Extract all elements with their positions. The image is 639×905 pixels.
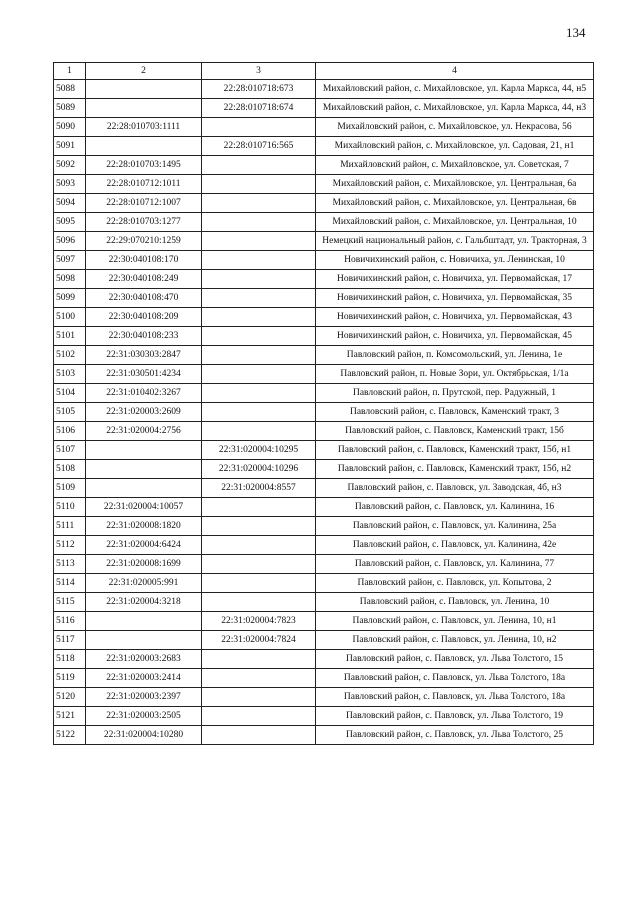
- premises-cadastral-number-cell: 22:31:020004:8557: [202, 479, 316, 498]
- address-cell: Михайловский район, с. Михайловское, ул. Карла Маркса, 44, н5: [316, 80, 594, 99]
- table-row: [54, 460, 594, 479]
- premises-cadastral-number-cell: [202, 422, 316, 441]
- row-number-cell: 5114: [54, 574, 86, 593]
- row-number-cell: 5092: [54, 156, 86, 175]
- table-row: [54, 688, 594, 707]
- table-body: [54, 63, 594, 745]
- premises-cadastral-number-cell: [202, 403, 316, 422]
- premises-cadastral-number-cell: [202, 289, 316, 308]
- address-cell: Павловский район, с. Павловск, ул. Льва Толстого, 18а: [316, 688, 594, 707]
- table-row: [54, 270, 594, 289]
- cadastral-number-cell: 22:31:020008:1820: [86, 517, 202, 536]
- address-cell: Михайловский район, с. Михайловское, ул. Центральная, 6в: [316, 194, 594, 213]
- cadastral-number-cell: [86, 460, 202, 479]
- cadastral-number-cell: 22:31:020004:3218: [86, 593, 202, 612]
- table-row: [54, 365, 594, 384]
- premises-cadastral-number-cell: [202, 118, 316, 137]
- address-cell: Павловский район, с. Павловск, Каменский тракт, 15б, н2: [316, 460, 594, 479]
- row-number-cell: 5111: [54, 517, 86, 536]
- row-number-cell: 5108: [54, 460, 86, 479]
- cadastral-number-cell: 22:31:020004:6424: [86, 536, 202, 555]
- cadastral-number-cell: 22:28:010703:1111: [86, 118, 202, 137]
- address-cell: Павловский район, с. Павловск, ул. Заводская, 4б, н3: [316, 479, 594, 498]
- address-cell: Павловский район, с. Павловск, ул. Льва Толстого, 15: [316, 650, 594, 669]
- premises-cadastral-number-cell: 22:31:020004:7823: [202, 612, 316, 631]
- premises-cadastral-number-cell: [202, 346, 316, 365]
- cadastral-number-cell: 22:31:020003:2397: [86, 688, 202, 707]
- premises-cadastral-number-cell: [202, 384, 316, 403]
- table-row: [54, 80, 594, 99]
- address-cell: Новичихинский район, с. Новичиха, ул. Первомайская, 17: [316, 270, 594, 289]
- cadastral-number-cell: 22:31:020008:1699: [86, 555, 202, 574]
- premises-cadastral-number-cell: [202, 327, 316, 346]
- row-number-cell: 5115: [54, 593, 86, 612]
- premises-cadastral-number-cell: [202, 308, 316, 327]
- cadastral-number-cell: 22:28:010703:1277: [86, 213, 202, 232]
- table-row: [54, 118, 594, 137]
- premises-cadastral-number-cell: [202, 536, 316, 555]
- cadastral-number-cell: [86, 612, 202, 631]
- table-row: [54, 213, 594, 232]
- address-cell: Немецкий национальный район, с. Гальбштадт, ул. Тракторная, 3: [316, 232, 594, 251]
- premises-cadastral-number-cell: [202, 688, 316, 707]
- row-number-cell: 5122: [54, 726, 86, 745]
- cadastral-number-cell: 22:31:020003:2609: [86, 403, 202, 422]
- row-number-cell: 5088: [54, 80, 86, 99]
- table-row: [54, 289, 594, 308]
- row-number-cell: 5120: [54, 688, 86, 707]
- premises-cadastral-number-cell: 22:28:010718:674: [202, 99, 316, 118]
- row-number-cell: 5095: [54, 213, 86, 232]
- row-number-cell: 5121: [54, 707, 86, 726]
- address-cell: Павловский район, с. Павловск, ул. Калинина, 42е: [316, 536, 594, 555]
- address-cell: Павловский район, с. Павловск, Каменский тракт, 15б, н1: [316, 441, 594, 460]
- row-number-cell: 5110: [54, 498, 86, 517]
- table-row: [54, 574, 594, 593]
- address-cell: Михайловский район, с. Михайловское, ул. Центральная, 10: [316, 213, 594, 232]
- cadastral-number-cell: 22:31:020003:2414: [86, 669, 202, 688]
- address-cell: Михайловский район, с. Михайловское, ул. Некрасова, 56: [316, 118, 594, 137]
- cadastral-number-cell: 22:30:040108:209: [86, 308, 202, 327]
- table-row: [54, 251, 594, 270]
- address-cell: Павловский район, с. Павловск, Каменский тракт, 3: [316, 403, 594, 422]
- table-row: [54, 99, 594, 118]
- column-header-3: 3: [202, 63, 316, 80]
- address-cell: Павловский район, с. Павловск, ул. Ленина, 10: [316, 593, 594, 612]
- premises-cadastral-number-cell: [202, 669, 316, 688]
- address-cell: Новичихинский район, с. Новичиха, ул. Первомайская, 43: [316, 308, 594, 327]
- row-number-cell: 5094: [54, 194, 86, 213]
- address-cell: Павловский район, с. Павловск, ул. Льва Толстого, 18а: [316, 669, 594, 688]
- premises-cadastral-number-cell: 22:31:020004:7824: [202, 631, 316, 650]
- address-cell: Павловский район, п. Новые Зори, ул. Октябрьская, 1/1а: [316, 365, 594, 384]
- table-row: [54, 156, 594, 175]
- address-cell: Михайловский район, с. Михайловское, ул. Центральная, 6а: [316, 175, 594, 194]
- table-row: [54, 194, 594, 213]
- table-row: [54, 555, 594, 574]
- cadastral-number-cell: 22:31:030303:2847: [86, 346, 202, 365]
- cadastral-number-cell: 22:30:040108:170: [86, 251, 202, 270]
- row-number-cell: 5118: [54, 650, 86, 669]
- row-number-cell: 5093: [54, 175, 86, 194]
- cadastral-number-cell: 22:31:030501:4234: [86, 365, 202, 384]
- address-cell: Павловский район, п. Комсомольский, ул. Ленина, 1е: [316, 346, 594, 365]
- address-cell: Павловский район, с. Павловск, ул. Ленина, 10, н2: [316, 631, 594, 650]
- row-number-cell: 5112: [54, 536, 86, 555]
- table-row: [54, 479, 594, 498]
- row-number-cell: 5105: [54, 403, 86, 422]
- row-number-cell: 5099: [54, 289, 86, 308]
- column-header-1: 1: [54, 63, 86, 80]
- table-row: [54, 441, 594, 460]
- table-row: [54, 593, 594, 612]
- table-row: [54, 175, 594, 194]
- address-cell: Павловский район, с. Павловск, Каменский тракт, 15б: [316, 422, 594, 441]
- address-cell: Павловский район, с. Павловск, ул. Ленина, 10, н1: [316, 612, 594, 631]
- premises-cadastral-number-cell: [202, 707, 316, 726]
- premises-cadastral-number-cell: [202, 650, 316, 669]
- row-number-cell: 5089: [54, 99, 86, 118]
- cadastral-number-cell: [86, 631, 202, 650]
- address-cell: Новичихинский район, с. Новичиха, ул. Первомайская, 35: [316, 289, 594, 308]
- premises-cadastral-number-cell: 22:31:020004:10295: [202, 441, 316, 460]
- row-number-cell: 5109: [54, 479, 86, 498]
- table-row: [54, 726, 594, 745]
- row-number-cell: 5113: [54, 555, 86, 574]
- premises-cadastral-number-cell: [202, 251, 316, 270]
- address-cell: Павловский район, п. Прутской, пер. Радужный, 1: [316, 384, 594, 403]
- premises-cadastral-number-cell: [202, 194, 316, 213]
- address-cell: Новичихинский район, с. Новичиха, ул. Ленинская, 10: [316, 251, 594, 270]
- page-number: 134: [566, 25, 586, 40]
- table-row: [54, 137, 594, 156]
- table-row: [54, 517, 594, 536]
- table-row: [54, 612, 594, 631]
- premises-cadastral-number-cell: [202, 213, 316, 232]
- row-number-cell: 5116: [54, 612, 86, 631]
- premises-cadastral-number-cell: 22:28:010716:565: [202, 137, 316, 156]
- table-row: [54, 403, 594, 422]
- row-number-cell: 5091: [54, 137, 86, 156]
- address-cell: Павловский район, с. Павловск, ул. Льва Толстого, 19: [316, 707, 594, 726]
- cadastral-number-cell: 22:30:040108:249: [86, 270, 202, 289]
- premises-cadastral-number-cell: [202, 574, 316, 593]
- table-row: [54, 707, 594, 726]
- table-row: [54, 422, 594, 441]
- premises-cadastral-number-cell: 22:31:020004:10296: [202, 460, 316, 479]
- address-cell: Михайловский район, с. Михайловское, ул. Советская, 7: [316, 156, 594, 175]
- table-row: [54, 536, 594, 555]
- cadastral-number-cell: 22:28:010712:1007: [86, 194, 202, 213]
- table-row: [54, 384, 594, 403]
- cadastral-number-cell: [86, 80, 202, 99]
- premises-cadastral-number-cell: [202, 726, 316, 745]
- table-row: [54, 498, 594, 517]
- row-number-cell: 5096: [54, 232, 86, 251]
- cadastral-number-cell: [86, 479, 202, 498]
- cadastral-number-cell: 22:31:020003:2683: [86, 650, 202, 669]
- premises-cadastral-number-cell: [202, 156, 316, 175]
- address-cell: Павловский район, с. Павловск, ул. Калинина, 16: [316, 498, 594, 517]
- cadastral-number-cell: [86, 99, 202, 118]
- row-number-cell: 5103: [54, 365, 86, 384]
- premises-cadastral-number-cell: [202, 232, 316, 251]
- row-number-cell: 5104: [54, 384, 86, 403]
- cadastral-number-cell: 22:31:010402:3267: [86, 384, 202, 403]
- premises-cadastral-number-cell: [202, 175, 316, 194]
- table-row: [54, 650, 594, 669]
- row-number-cell: 5106: [54, 422, 86, 441]
- premises-cadastral-number-cell: 22:28:010718:673: [202, 80, 316, 99]
- table-row: [54, 327, 594, 346]
- premises-cadastral-number-cell: [202, 498, 316, 517]
- table-row: [54, 631, 594, 650]
- cadastral-number-cell: 22:31:020004:10057: [86, 498, 202, 517]
- row-number-cell: 5100: [54, 308, 86, 327]
- row-number-cell: 5107: [54, 441, 86, 460]
- address-cell: Павловский район, с. Павловск, ул. Калинина, 25а: [316, 517, 594, 536]
- premises-cadastral-number-cell: [202, 555, 316, 574]
- cadastral-number-cell: 22:31:020004:10280: [86, 726, 202, 745]
- row-number-cell: 5101: [54, 327, 86, 346]
- premises-cadastral-number-cell: [202, 593, 316, 612]
- address-cell: Павловский район, с. Павловск, ул. Калинина, 77: [316, 555, 594, 574]
- premises-cadastral-number-cell: [202, 517, 316, 536]
- cadastral-number-cell: 22:31:020005:991: [86, 574, 202, 593]
- cadastral-number-cell: 22:28:010703:1495: [86, 156, 202, 175]
- premises-cadastral-number-cell: [202, 270, 316, 289]
- row-number-cell: 5102: [54, 346, 86, 365]
- cadastral-number-cell: 22:28:010712:1011: [86, 175, 202, 194]
- cadastral-number-cell: [86, 137, 202, 156]
- cadastral-number-cell: [86, 441, 202, 460]
- address-cell: Павловский район, с. Павловск, ул. Копытова, 2: [316, 574, 594, 593]
- row-number-cell: 5119: [54, 669, 86, 688]
- column-header-4: 4: [316, 63, 594, 80]
- cadastral-number-cell: 22:31:020004:2756: [86, 422, 202, 441]
- cadastral-number-cell: 22:30:040108:233: [86, 327, 202, 346]
- address-cell: Михайловский район, с. Михайловское, ул. Садовая, 21, н1: [316, 137, 594, 156]
- table-row: [54, 308, 594, 327]
- row-number-cell: 5097: [54, 251, 86, 270]
- address-cell: Михайловский район, с. Михайловское, ул. Карла Маркса, 44, н3: [316, 99, 594, 118]
- table-row: [54, 669, 594, 688]
- cadastral-number-cell: 22:30:040108:470: [86, 289, 202, 308]
- table-row: [54, 346, 594, 365]
- table-row: [54, 232, 594, 251]
- table-header-row: [54, 63, 594, 80]
- row-number-cell: 5117: [54, 631, 86, 650]
- cadastral-number-cell: 22:29:070210:1259: [86, 232, 202, 251]
- address-cell: Павловский район, с. Павловск, ул. Льва Толстого, 25: [316, 726, 594, 745]
- row-number-cell: 5090: [54, 118, 86, 137]
- address-cell: Новичихинский район, с. Новичиха, ул. Первомайская, 45: [316, 327, 594, 346]
- cadastral-number-cell: 22:31:020003:2505: [86, 707, 202, 726]
- row-number-cell: 5098: [54, 270, 86, 289]
- registry-table: [53, 62, 594, 745]
- premises-cadastral-number-cell: [202, 365, 316, 384]
- column-header-2: 2: [86, 63, 202, 80]
